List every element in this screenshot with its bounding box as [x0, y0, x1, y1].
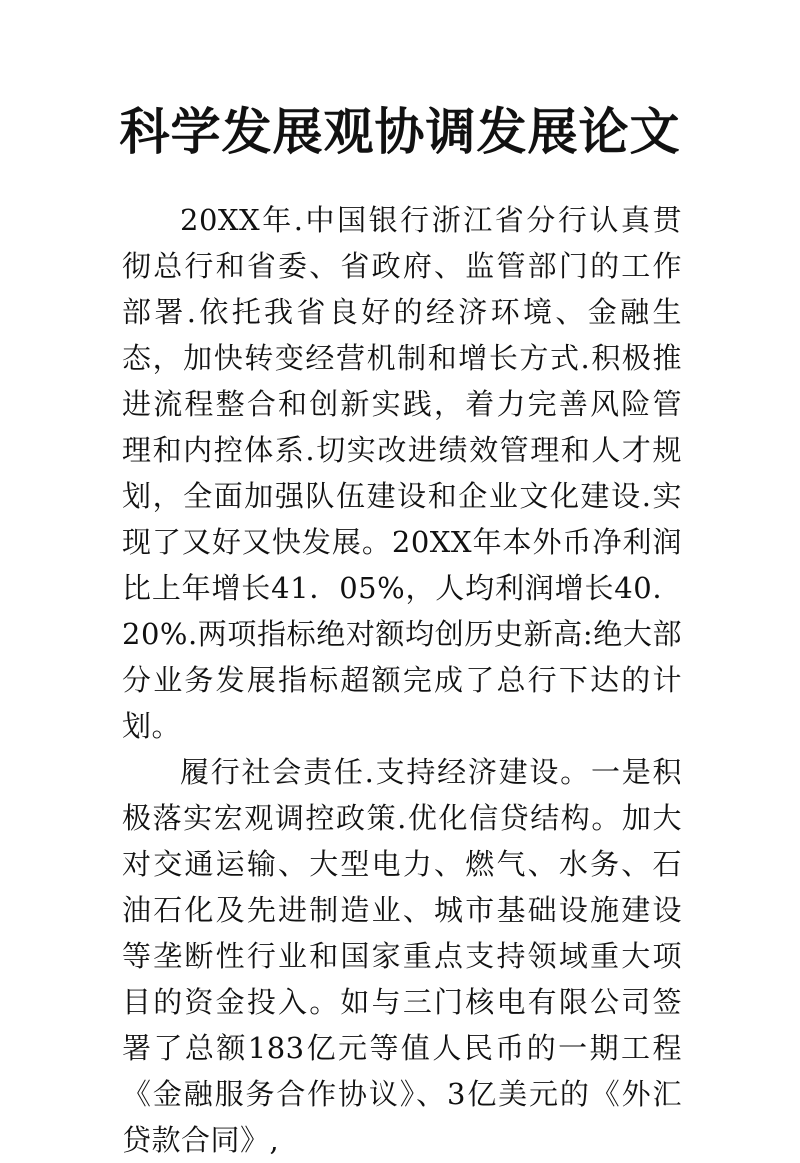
document-body	[122, 197, 682, 1163]
paragraph: 20XX年.中国银行浙江省分行认真贯彻总行和省委、省政府、监管部门的工作部署.依托我省良好的经济环境、金融生态，加快转变经营机制和增长方式.积极推进流程整合和创新实践，着力完善风险管理和内控体系.切实改进绩效管理和人才规划，全面加强队伍建设和企业文化建设.实现了又好又快发展。20XX年本外币净利润比上年增长41．05%，人均利润增长40．20%.两项指标绝对额均创历史新高:绝大部分业务发展指标超额完成了总行下达的计划。	[122, 203, 682, 743]
document-title: 科学发展观协调发展论文	[119, 103, 681, 161]
paragraph: 履行社会责任.支持经济建设。一是积极落实宏观调控政策.优化信贷结构。加大对交通运输、大型电力、燃气、水务、石油石化及先进制造业、城市基础设施建设等垄断性行业和国家重点支持领域重大项目的资金投入。如与三门核电有限公司签署了总额183亿元等值人民币的一期工程《金融服务合作协议》、3亿美元的《外汇贷款合同》,	[122, 755, 682, 1157]
